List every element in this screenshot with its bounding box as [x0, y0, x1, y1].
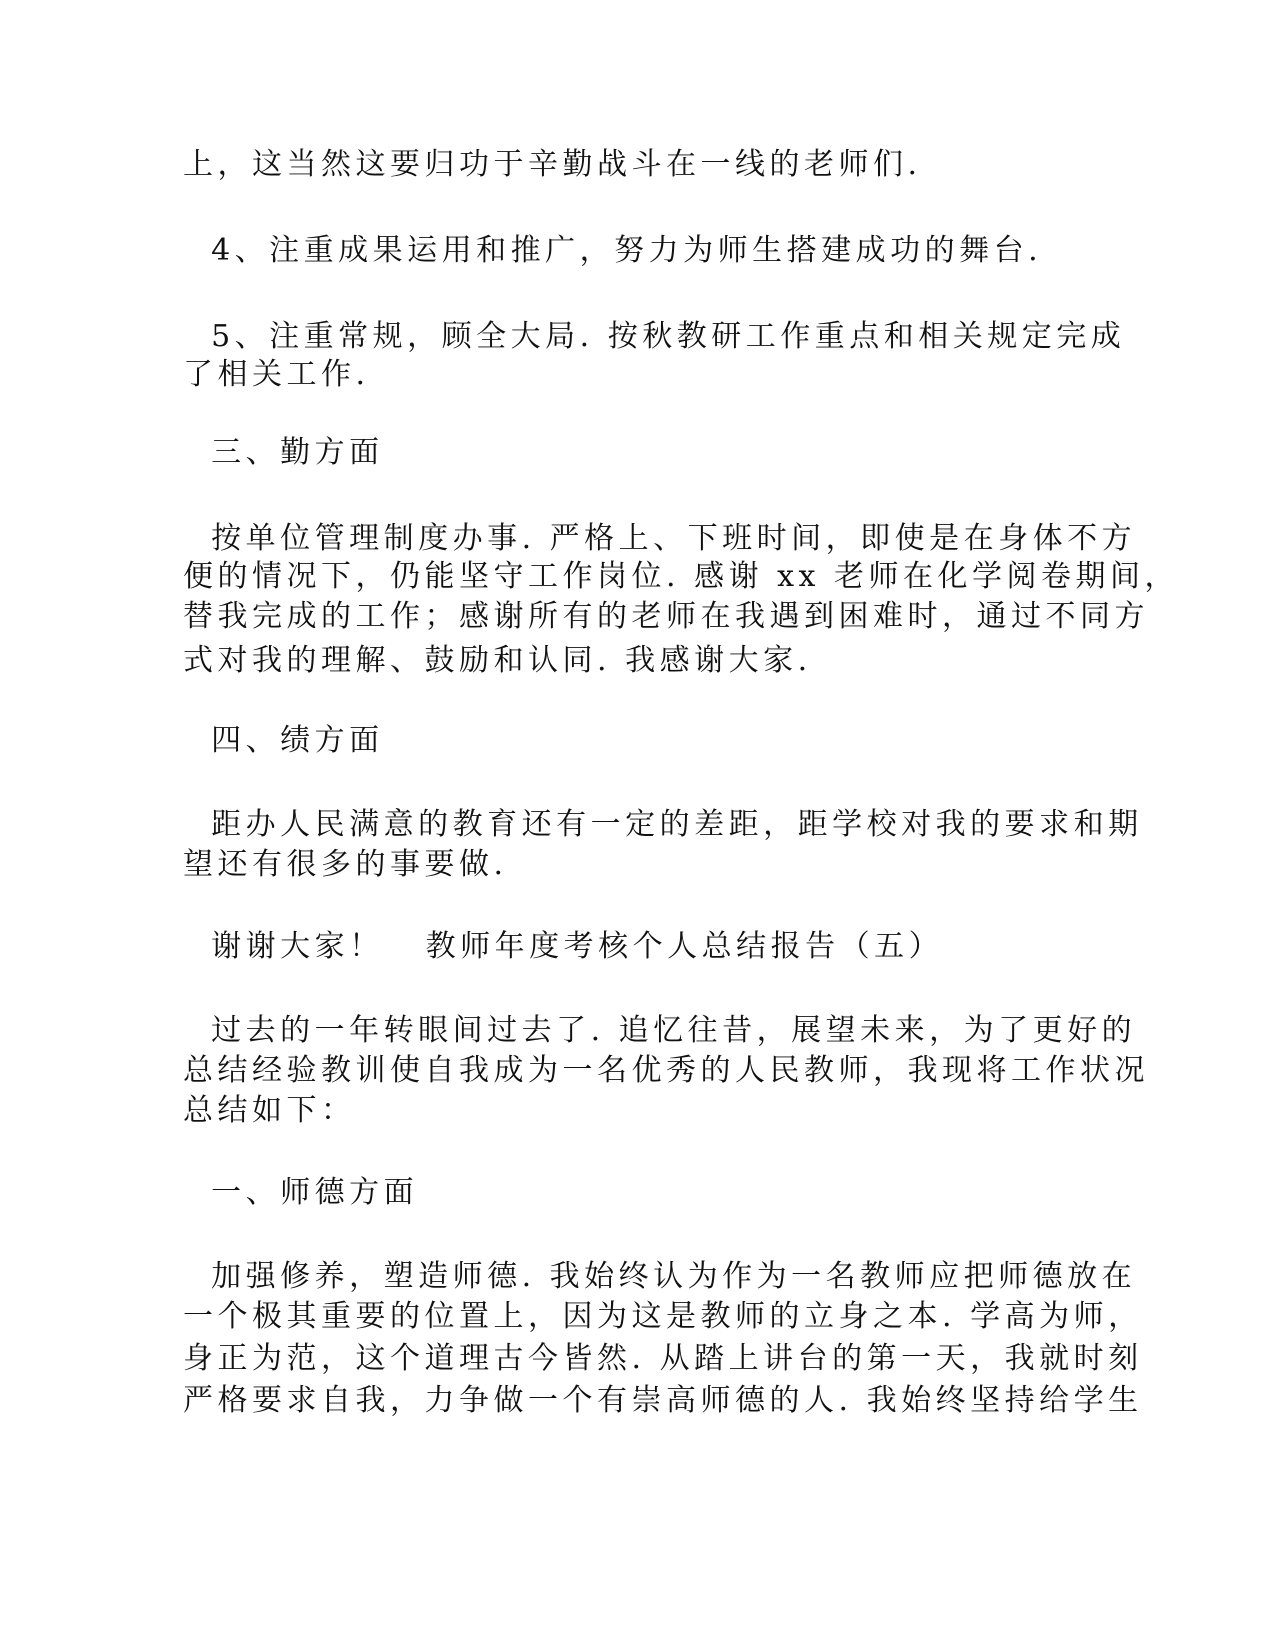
- text-line: 5、注重常规，顾全大局. 按秋教研工作重点和相关规定完成: [183, 319, 1126, 354]
- section-heading: 三、勤方面: [183, 435, 384, 470]
- text-line: 总结经验教训使自我成为一名优秀的人民教师，我现将工作状况: [183, 1053, 1149, 1088]
- text-line: 身正为范，这个道理古今皆然. 从踏上讲台的第一天，我就时刻: [183, 1341, 1143, 1376]
- text-line: 4、注重成果运用和推广，努力为师生搭建成功的舞台.: [183, 233, 1043, 268]
- text-line: 替我完成的工作；感谢所有的老师在我遇到困难时，通过不同方: [183, 599, 1149, 634]
- text-line: 一个极其重要的位置上，因为这是教师的立身之本. 学高为师，: [183, 1299, 1143, 1334]
- text-line: 式对我的理解、鼓励和认同. 我感谢大家.: [183, 643, 812, 678]
- text-line: 距办人民满意的教育还有一定的差距，距学校对我的要求和期: [183, 807, 1143, 842]
- text-line: 总结如下：: [183, 1093, 356, 1128]
- text-line: 谢谢大家！ 教师年度考核个人总结报告（五）: [183, 929, 944, 964]
- section-heading: 四、绩方面: [183, 723, 384, 758]
- text-line: 了相关工作.: [183, 357, 370, 392]
- text-line: 加强修养，塑造师德. 我始终认为作为一名教师应把师德放在: [183, 1259, 1137, 1294]
- text-line: 按单位管理制度办事. 严格上、下班时间，即使是在身体不方: [183, 521, 1137, 556]
- text-line: 严格要求自我，力争做一个有崇高师德的人. 我始终坚持给学生: [183, 1383, 1143, 1418]
- text-line: 过去的一年转眼间过去了. 追忆往昔，展望未来，为了更好的: [183, 1013, 1137, 1048]
- text-line: 便的情况下，仍能坚守工作岗位. 感谢 xx 老师在化学阅卷期间，: [183, 559, 1179, 594]
- text-line: 上，这当然这要归功于辛勤战斗在一线的老师们.: [183, 147, 922, 182]
- section-heading: 一、师德方面: [183, 1175, 419, 1210]
- text-line: 望还有很多的事要做.: [183, 847, 508, 882]
